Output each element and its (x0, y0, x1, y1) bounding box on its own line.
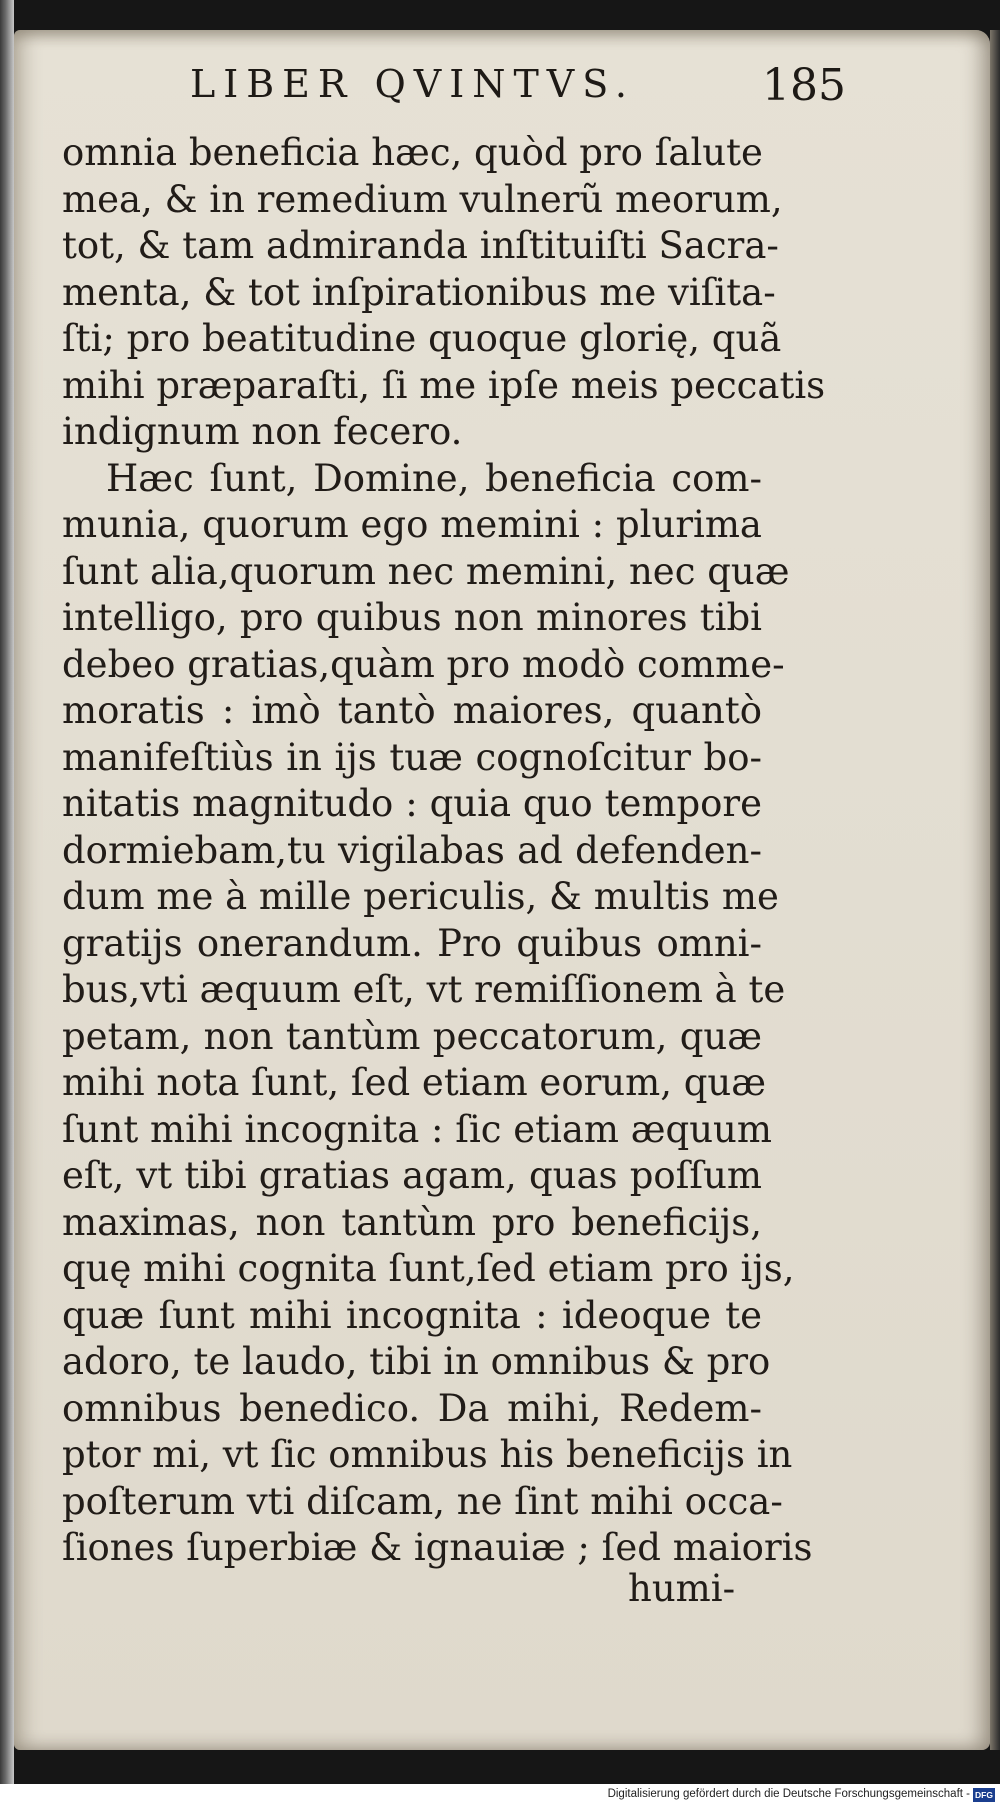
text-line: ſunt mihi incognita : ſic etiam æquum (62, 1107, 772, 1151)
text-line: intelligo, pro quibus non minores tibi (62, 596, 762, 639)
body-text (62, 130, 826, 1572)
text-line: menta, & tot inſpirationibus me viſita- (62, 270, 776, 314)
text-line: gratijs onerandum. Pro quibus omni- (62, 921, 762, 965)
text-line: maximas, non tantùm pro beneficijs, (62, 1200, 762, 1244)
text-line: moratis : imò tantò maiores, quantò (62, 689, 762, 732)
text-line: eſt, vt tibi gratias agam, quas poſſum (62, 1154, 762, 1197)
text-line: munia, quorum ego memini : plurima (62, 503, 762, 546)
text-line: manifeſtiùs in ijs tuæ cognoſcitur bo- (62, 735, 762, 779)
catchword: humi- (628, 1567, 736, 1610)
dfg-logo-icon[interactable]: DFG (973, 1788, 995, 1802)
text-line: mea, & in remedium vulnerũ meorum, (62, 177, 783, 221)
text-line: tot, & tam admiranda inſtituiſti Sacra- (62, 224, 779, 267)
text-line: mihi nota ſunt, ſed etiam eorum, quæ (62, 1061, 767, 1104)
text-line: quæ ſunt mihi incognita : ideoque te (62, 1293, 762, 1337)
text-line: ſiones ſuperbiæ & ignauiæ ; ſed maioris (62, 1526, 813, 1569)
digitization-credit: Digitalisierung gefördert durch die Deutsche Forschungsgemeinschaft - (607, 1788, 970, 1800)
text-line: adoro, te laudo, tibi in omnibus & pro (62, 1340, 771, 1383)
text-line: mihi præparaſti, ſi me ipſe meis peccatis (62, 363, 826, 407)
text-line: indignum non fecero. (62, 410, 463, 453)
text-line: debeo gratias,quàm pro modò comme- (62, 642, 785, 686)
page-edge-shadow (990, 30, 1000, 1750)
text-line: Hæc ſunt, Domine, beneficia com- (106, 456, 762, 500)
text-line: quę mihi cognita ſunt,ſed etiam pro ijs, (62, 1247, 795, 1290)
text-line: omnibus benedico. Da mihi, Redem- (62, 1386, 762, 1430)
running-head: LIBER QVINTVS. (190, 62, 636, 106)
text-line: dum me à mille periculis, & multis me (62, 875, 779, 918)
text-line: dormiebam,tu vigilabas ad defenden- (62, 828, 762, 872)
text-line: ſti; pro beatitudine quoque glorię, quã (62, 317, 782, 360)
text-line: nitatis magnitudo : quia quo tempore (62, 782, 762, 825)
text-line: ptor mi, vt ſic omnibus his beneficijs in (62, 1433, 793, 1476)
text-line: bus,vti æquum eſt, vt remiſſionem à te (62, 968, 786, 1011)
book-binding (0, 0, 14, 1806)
text-line: petam, non tantùm peccatorum, quæ (62, 1014, 762, 1058)
text-line: omnia beneficia hæc, quòd pro ſalute (62, 131, 763, 174)
page-number: 185 (762, 60, 846, 111)
text-line: poſterum vti diſcam, ne ſint mihi occa- (62, 1479, 783, 1523)
text-line: ſunt alia,quorum nec memini, nec quæ (62, 549, 790, 593)
